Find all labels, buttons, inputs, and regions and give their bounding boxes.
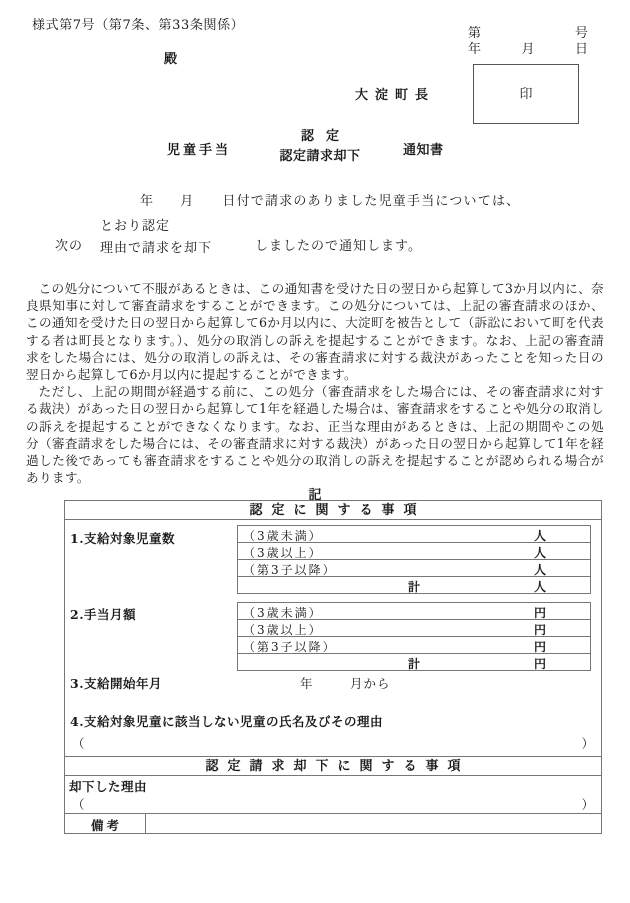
intro-month-label: 月 — [180, 194, 195, 209]
intro-suffix-label: しましたので通知します。 — [255, 239, 422, 254]
document-date-day: 日 — [574, 42, 588, 57]
appeal-instructions — [26, 280, 604, 486]
intro-line1-tail: 日付で請求のありました児童手当については、 — [222, 194, 521, 209]
appeal-paragraph-1: この処分について不服があるときは、この通知書を受けた日の翌日から起算して3か月以内に、奈良県知事に対して審査請求をすることができます。この処分については、上記の審査請求のほか、この通知を受けた日の翌日から起算して6か月以内に、大淀町を被告として（訴訟において町を代表する者は町長となります。）、処分の取消しの訴えを提起することができます。なお、上記の審査請求をした場合には、処分の取消しの訴えは、その審査請求に対する裁決があったことを知った日の翌日から起算して6か月以内に提起することができます。 — [26, 281, 604, 383]
subrow-label: （3歳以上） — [243, 623, 323, 637]
document-number-suffix: 号 — [574, 26, 588, 41]
payment-start-month-label: 月から — [350, 676, 391, 691]
intro-option-reject[interactable]: 理由で請求を却下 — [100, 241, 213, 256]
paren-open: （ — [72, 736, 85, 751]
subrow-3-and-over[interactable] — [238, 620, 590, 637]
intro-request-date-line — [140, 190, 520, 209]
title-option-approve[interactable]: 認定 — [300, 129, 351, 144]
paren-close: ） — [581, 797, 594, 812]
remarks-label: 備考 — [65, 814, 146, 833]
approval-section-header: 認定に関する事項 — [65, 500, 601, 520]
form-table — [64, 500, 602, 834]
subrow-total[interactable] — [238, 654, 590, 671]
subrow-label: （3歳未満） — [243, 529, 323, 543]
payment-start-year-label: 年 — [300, 676, 314, 691]
row-monthly-allowance — [65, 602, 601, 674]
row-label: 3.支給開始年月 — [70, 676, 163, 691]
row-label: 1.支給対象児童数 — [70, 531, 176, 546]
appeal-paragraph-2: ただし、上記の期間が経過する前に、この処分（審査請求をした場合には、その審査請求に対する裁決）があった日の翌日から起算して1年を経過した場合は、審査請求をすることや処分の取消しの訴えを提起することができなくなります。なお、正当な理由があるときは、上記の期間やこの処分（審査請求をした場合には、その審査請求に対する裁決）があった日の翌日から起算して1年を経過した後であっても審査請求をすることや処分の取消しの訴えを提起することが認められる場合があります。 — [26, 384, 604, 486]
addressee-honorific-label: 殿 — [164, 52, 178, 67]
row-payment-start-month — [65, 674, 601, 712]
seal-icon: 印 — [519, 87, 533, 102]
paren-open: （ — [72, 797, 85, 812]
document-date-row — [468, 38, 588, 57]
seal-box[interactable] — [473, 64, 579, 124]
document-date-month: 月 — [521, 42, 535, 57]
title-option-reject[interactable]: 認定請求却下 — [279, 149, 361, 164]
remarks-value[interactable] — [146, 814, 601, 833]
subrow-label: （第3子以降） — [243, 563, 337, 577]
ki-heading: 記 — [308, 488, 322, 503]
paren-close: ） — [581, 736, 594, 751]
subrow-under-3[interactable] — [238, 526, 590, 543]
intro-option-approve[interactable]: とおり認定 — [100, 219, 171, 234]
row-remarks — [65, 813, 601, 834]
intro-prefix-label: 次の — [55, 239, 84, 254]
subrow-unit: 人 — [533, 563, 546, 577]
subrow-label: （3歳以上） — [243, 546, 323, 560]
monthly-allowance-subtable — [237, 602, 591, 671]
subrow-unit: 円 — [533, 623, 546, 637]
subrow-unit: 人 — [533, 546, 546, 560]
row-excluded-children-reason — [65, 712, 601, 756]
row-target-children-count — [65, 520, 601, 602]
subrow-unit: 人 — [533, 529, 546, 543]
subrow-label: （第3子以降） — [243, 640, 337, 654]
document-number-prefix: 第 — [468, 26, 482, 41]
subrow-total[interactable] — [238, 577, 590, 594]
excluded-children-input-line[interactable] — [65, 734, 601, 754]
subrow-total-label: 計 — [407, 657, 420, 671]
title-benefit-label: 児童手当 — [167, 143, 232, 158]
issuer-name-label: 大淀町長 — [355, 88, 436, 103]
form-code-label: 様式第7号（第7条、第33条関係） — [32, 18, 245, 33]
intro-option-stack — [100, 218, 250, 258]
subrow-3-and-over[interactable] — [238, 543, 590, 560]
subrow-third-child-onward[interactable] — [238, 637, 590, 654]
title-option-stack — [255, 128, 385, 165]
subrow-total-label: 計 — [407, 580, 420, 594]
subrow-unit: 円 — [533, 657, 546, 671]
subrow-under-3[interactable] — [238, 603, 590, 620]
document-title — [0, 128, 630, 176]
subrow-third-child-onward[interactable] — [238, 560, 590, 577]
row-label: 2.手当月額 — [70, 607, 137, 622]
row-rejection-reason — [65, 776, 601, 813]
rejection-reason-label: 却下した理由 — [69, 779, 148, 794]
title-notice-label: 通知書 — [403, 143, 444, 158]
intro-year-label: 年 — [140, 194, 155, 209]
rejection-section-header: 認定請求却下に関する事項 — [65, 756, 601, 776]
document-date-year: 年 — [468, 42, 482, 57]
subrow-label: （3歳未満） — [243, 606, 323, 620]
subrow-unit: 円 — [533, 640, 546, 654]
subrow-unit: 円 — [533, 606, 546, 620]
row-label: 4.支給対象児童に該当しない児童の氏名及びその理由 — [70, 714, 384, 729]
children-count-subtable — [237, 525, 591, 594]
subrow-unit: 人 — [533, 580, 546, 594]
rejection-reason-input-line[interactable] — [65, 795, 601, 815]
